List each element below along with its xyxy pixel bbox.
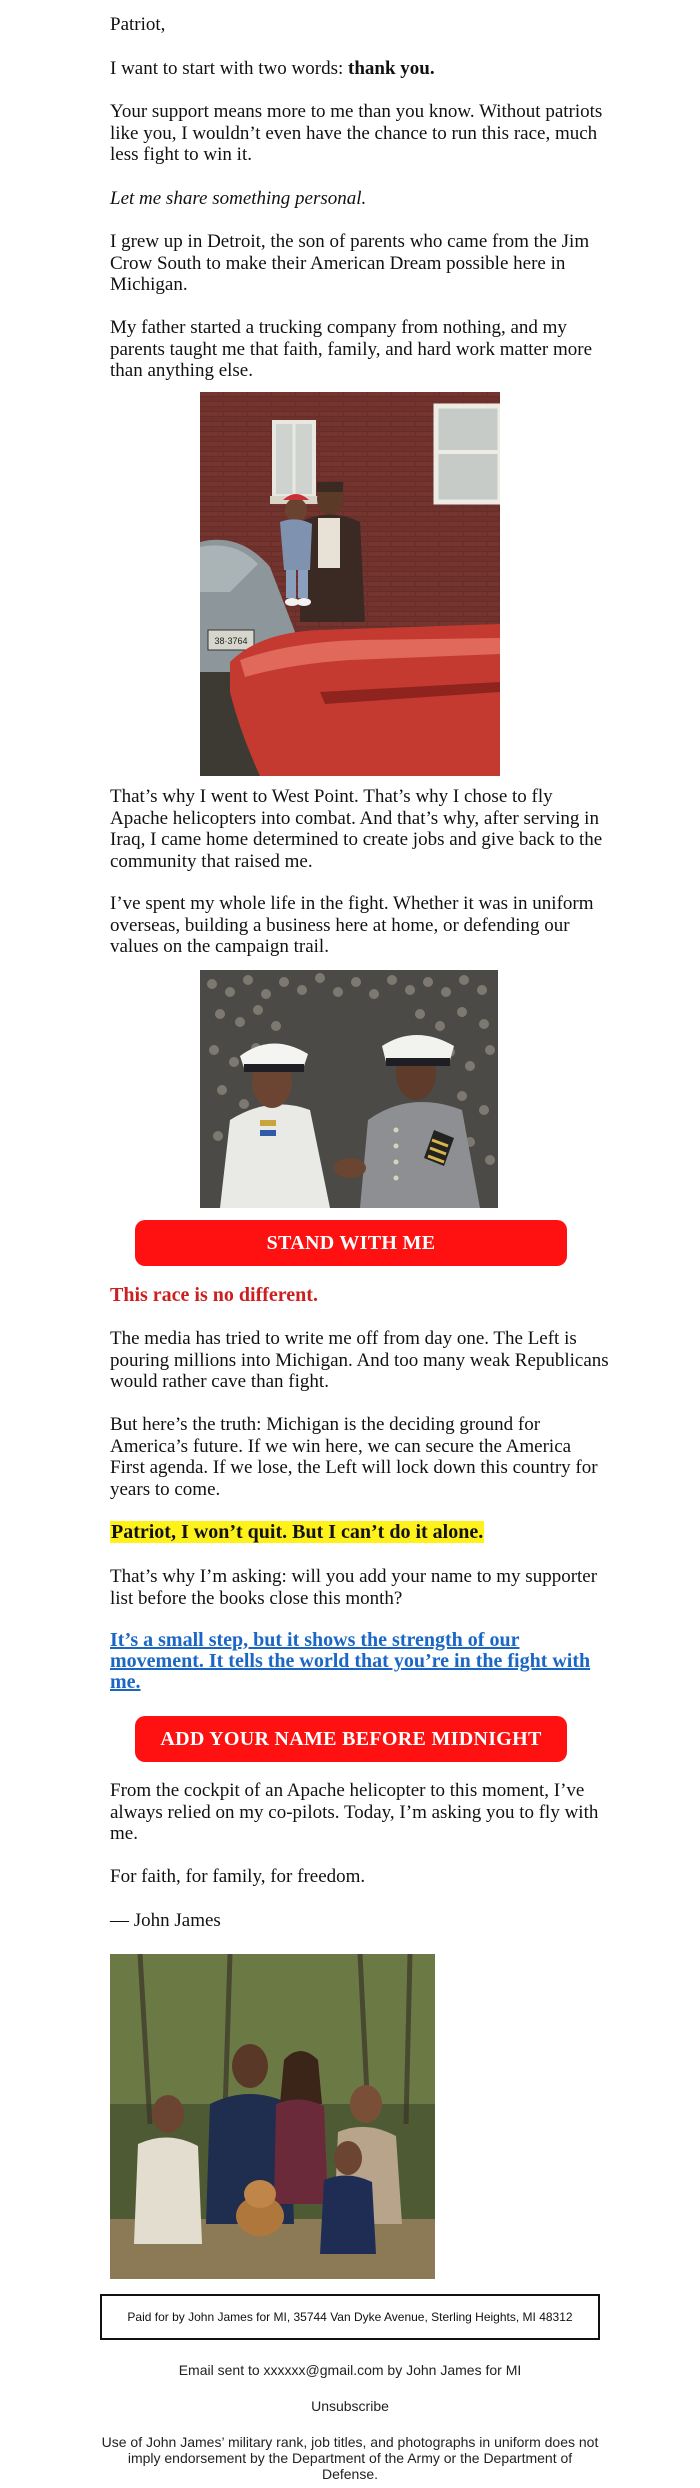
unsubscribe-link[interactable] [100,2398,600,2414]
stand-with-me-button[interactable]: STAND WITH ME [135,1220,567,1266]
intro-text: I want to start with two words: [110,58,349,79]
intro-paragraph [110,58,610,80]
sent-to-text: Email sent to xxxxxx@gmail.com by John James for MI [178,2362,522,2378]
paid-for-box: Paid for by John James for MI, 35744 Van Dyke Avenue, Sterling Heights, MI 48312 [100,2294,600,2340]
westpoint-paragraph: That’s why I went to West Point. That’s why I chose to fly Apache helicopters into combat. And that’s why, after serving in Iraq, I came home determined to create jobs and give back to the community that raised me. [110,786,603,872]
add-name-link[interactable]: It’s a small step, but it shows the strength of our movement. It tells the world that you’re in the fight with me. [110,1629,591,1693]
disclaimer-text: Use of John James’ military rank, job titles, and photographs in uniform does not imply endorsement by the Department of the Army or the Department of Defense. [101,2434,599,2482]
add-name-button[interactable]: ADD YOUR NAME BEFORE MIDNIGHT [135,1716,567,1762]
support-paragraph: Your support means more to me than you know. Without patriots like you, I wouldn’t even have the chance to run this race, much less fight to win it. [110,101,603,165]
intro-bold: thank you. [348,58,435,79]
detroit-paragraph: I grew up in Detroit, the son of parents who came from the Jim Crow South to make their American Dream possible here in Michigan. [110,231,590,295]
family-photo [110,1954,435,2279]
faith-paragraph: For faith, for family, for freedom. [110,1866,366,1887]
wont-quit-highlight: Patriot, I won’t quit. But I can’t do it alone. [111,1521,484,1543]
father-paragraph: My father started a trucking company from nothing, and my parents taught me that faith, family, and hard work matter more than anything else. [110,317,593,381]
race-heading: This race is no different. [110,1284,318,1306]
wont-quit-paragraph [110,1522,610,1544]
personal-paragraph: Let me share something personal. [110,188,367,209]
greeting: Patriot, [110,14,166,35]
asking-paragraph: That’s why I’m asking: will you add your name to my supporter list before the books close this month? [110,1566,598,1609]
fight-paragraph: I’ve spent my whole life in the fight. Whether it was in uniform overseas, building a business here at home, or defending our values on the campaign trail. [110,893,594,957]
unsubscribe-anchor[interactable]: Unsubscribe [311,2398,389,2414]
west-point-photo [200,970,498,1208]
childhood-photo [200,392,500,776]
signature: — John James [110,1910,221,1931]
truth-paragraph: But here’s the truth: Michigan is the deciding ground for America’s future. If we win here, we can secure the America First agenda. If we lose, the Left will lock down this country for years to come. [110,1414,598,1500]
license-plate-text: 38·3764 [214,636,248,646]
cockpit-paragraph: From the cockpit of an Apache helicopter to this moment, I’ve always relied on my co-pilots. Today, I’m asking you to fly with me. [110,1780,599,1844]
media-paragraph: The media has tried to write me off from day one. The Left is pouring millions into Michigan. And too many weak Republicans would rather cave than fight. [110,1328,609,1392]
